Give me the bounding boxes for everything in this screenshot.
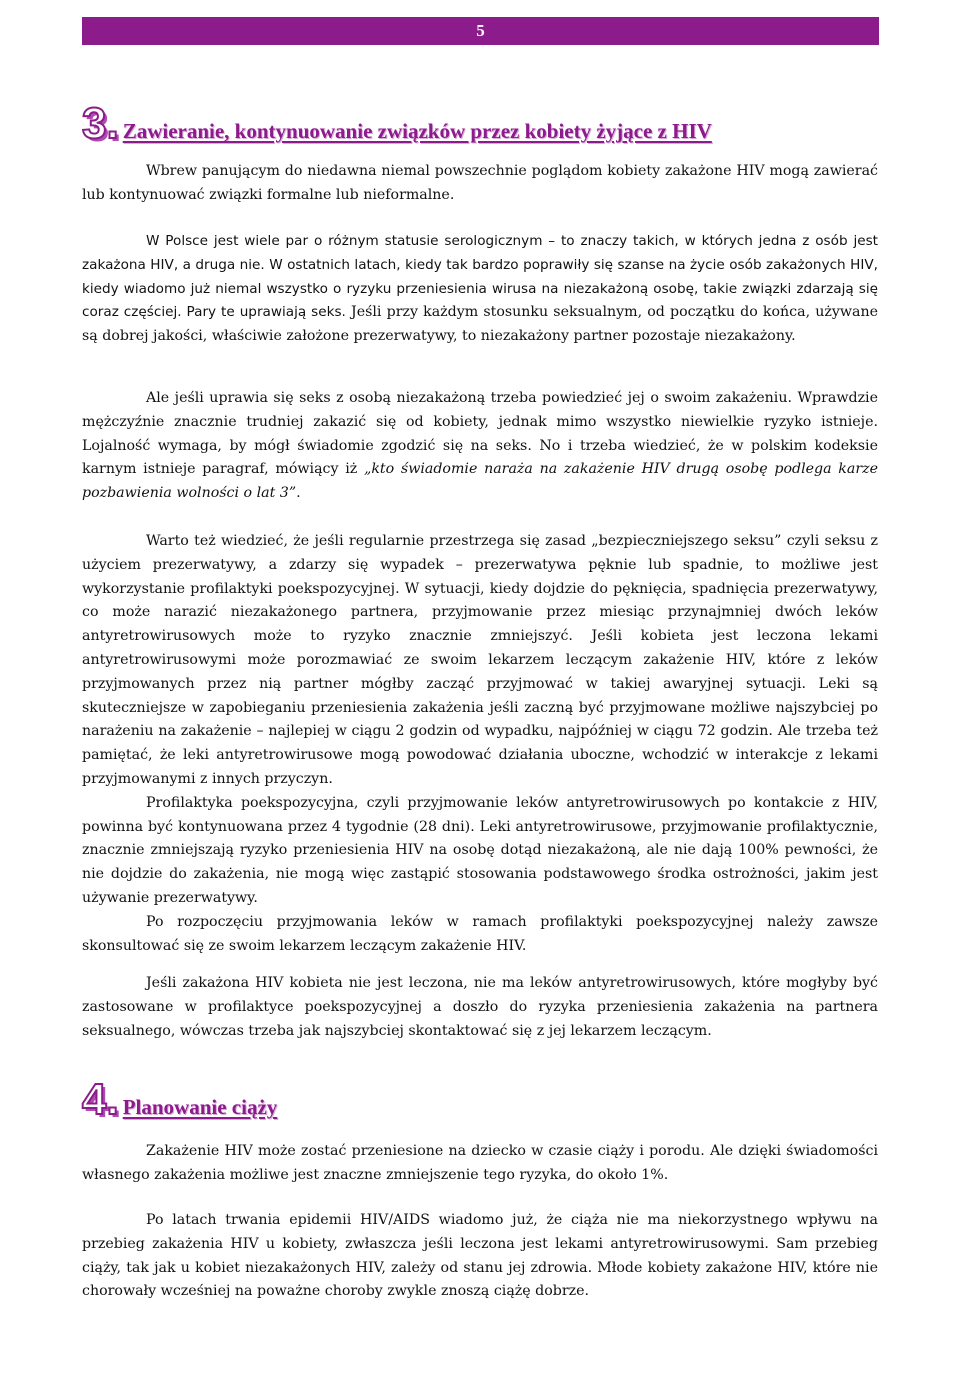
page-number-bar [82,17,879,45]
section-3-p6: Po rozpoczęciu przyjmowania leków w ramach profilaktyki poekspozycyjnej należy zawsze skonsultować się ze swoim lekarzem leczącym zakażenie HIV. [82,913,878,954]
section-3-number: 3. [82,99,119,148]
section-3-p4: Warto też wiedzieć, że jeśli regularnie przestrzega się zasad „bezpieczniejszego seksu” czyli seksu z użyciem prezerwatywy, a zdarzy się wypadek – prezerwatywa pęknie lub spadnie, to możliwe jest wykorzystanie profilaktyki poekspozycyjnej. W sytuacji, kiedy dojdzie do pęknięcia, spadnięcia prezerwatywy, co może narazić niezakażonego partnera, przyjmowanie przez miesiąc przynajmniej dwóch leków antyretrowirusowych może to ryzyko znacznie zmniejszyć. Jeśli kobieta jest leczona lekami antyretrowirusowymi może porozmawiać ze swoim lekarzem leczącym zakażenie HIV, które z leków przyjmowanych przez nią partner mógłby zacząć przyjmować w takiej awaryjnej sytuacji. Leki są skuteczniejsze w zapobieganiu przeniesienia zakażenia jeśli zaczną być przyjmowane możliwe najszybciej po narażeniu na zakażenie – najlepiej w ciągu 2 godzin od wypadku, najpóźniej w ciągu 72 godzin. Ale trzeba też pamiętać, że leki antyretrowirusowe mogą powodować działania uboczne, wchodzić w interakcje z lekami przyjmowanymi z innych przyczyn. [82,533,878,787]
section-3-p3 [82,387,878,506]
section-4-paragraph-2 [82,1209,878,1304]
section-4-number: 4. [82,1075,119,1124]
section-3-paragraph-2 [82,230,878,349]
section-4-title: Planowanie ciąży [122,1095,278,1119]
section-3-p2b: W ostatnich latach, kiedy tak bardzo poprawiły się szanse na życie osób zakażonych HIV, kiedy wiadomo już niemal wszystko o ryzyku przeniesienia wirusa na niezakażoną osobę, takie związki zdarzają się coraz częściej. Pary te uprawiają seks. [82,256,878,321]
section-3-p3b: . [296,485,301,502]
section-3-p2c: Jeśli przy każdym stosunku seksualnym, od początku do końca, używane są dobrej jakości, właściwie założone prezerwatywy, to niezakażony partner pozostaje niezakażony. [82,304,878,345]
section-3-p2a: W Polsce jest wiele par o różnym statusie serologicznym – to znaczy takich, w których jedna z osób jest zakażona HIV, a druga nie. [82,233,878,273]
section-3-p3a: Ale jeśli uprawia się seks z osobą niezakażoną trzeba powiedzieć jej o swoim zakażeniu. Wprawdzie mężczyźnie znacznie trudniej zakazić się od kobiety, jednak mimo wszystko niewielkie ryzyko istnieje. Lojalność wymaga, by mógł świadomie zgodzić się na seks. No i trzeba wiedzieć, że w polskim kodeksie karnym istnieje paragraf, mówiący iż [82,390,878,478]
section-3-paragraph-3 [82,387,878,506]
section-3-p2 [82,230,878,349]
section-3-heading [82,99,712,148]
section-4-p1: Zakażenie HIV może zostać przeniesione na dziecko w czasie ciąży i porodu. Ale dzięki świadomości własnego zakażenia możliwe jest znaczne zmniejszenie tego ryzyka, do około 1%. [82,1143,878,1183]
section-3-p7: Jeśli zakażona HIV kobieta nie jest leczona, nie ma leków antyretrowirusowych, które mogłyby być zastosowane w profilaktyce poekspozycyjnej a doszło do ryzyka przeniesienia zakażenia na partnera seksualnego, wówczas trzeba jak najszybciej skontaktować się z jej lekarzem leczącym. [82,975,878,1039]
section-3-paragraph-4 [82,530,878,958]
page-number: 5 [476,21,485,40]
section-3-paragraph-1 [82,160,878,208]
section-3-p5: Profilaktyka poekspozycyjna, czyli przyjmowanie leków antyretrowirusowych po kontakcie z HIV, powinna być kontynuowana przez 4 tygodnie (28 dni). Leki antyretrowirusowe, przyjmowanie profilaktycznie, znacznie zmniejszają ryzyko przeniesienia HIV na osobę dotąd niezakażoną, ale nie dają 100% pewności, że nie dojdzie do zakażenia, nie mogą więc zastąpić stosowania podstawowego środka ostrożności, jakim jest używanie prezerwatywy. [82,794,878,906]
penal-code-quote: „kto świadomie naraża na zakażenie HIV drugą osobę podlega karze pozbawienia wolności o lat 3” [82,461,879,502]
section-4-heading [82,1075,278,1124]
section-3-p1: Wbrew panującym do niedawna niemal powszechnie poglądom kobiety zakażone HIV mogą zawierać lub kontynuować związki formalne lub nieformalne. [82,163,878,203]
section-3-paragraph-7 [82,972,878,1043]
section-4-p2: Po latach trwania epidemii HIV/AIDS wiadomo już, że ciąża nie ma niekorzystnego wpływu na przebieg zakażenia HIV u kobiety, zwłaszcza jeśli leczona jest lekami antyretrowirusowymi. Sam przebieg ciąży, tak jak u kobiet niezakażonych HIV, zależy od stanu jej zdrowia. Młode kobiety zakażone HIV, które nie chorowały wcześniej na poważne choroby zwykle znoszą ciążę dobrze. [82,1212,878,1300]
section-4-paragraph-1 [82,1140,878,1188]
section-3-title: Zawieranie, kontynuowanie związków przez kobiety żyjące z HIV [122,119,712,143]
